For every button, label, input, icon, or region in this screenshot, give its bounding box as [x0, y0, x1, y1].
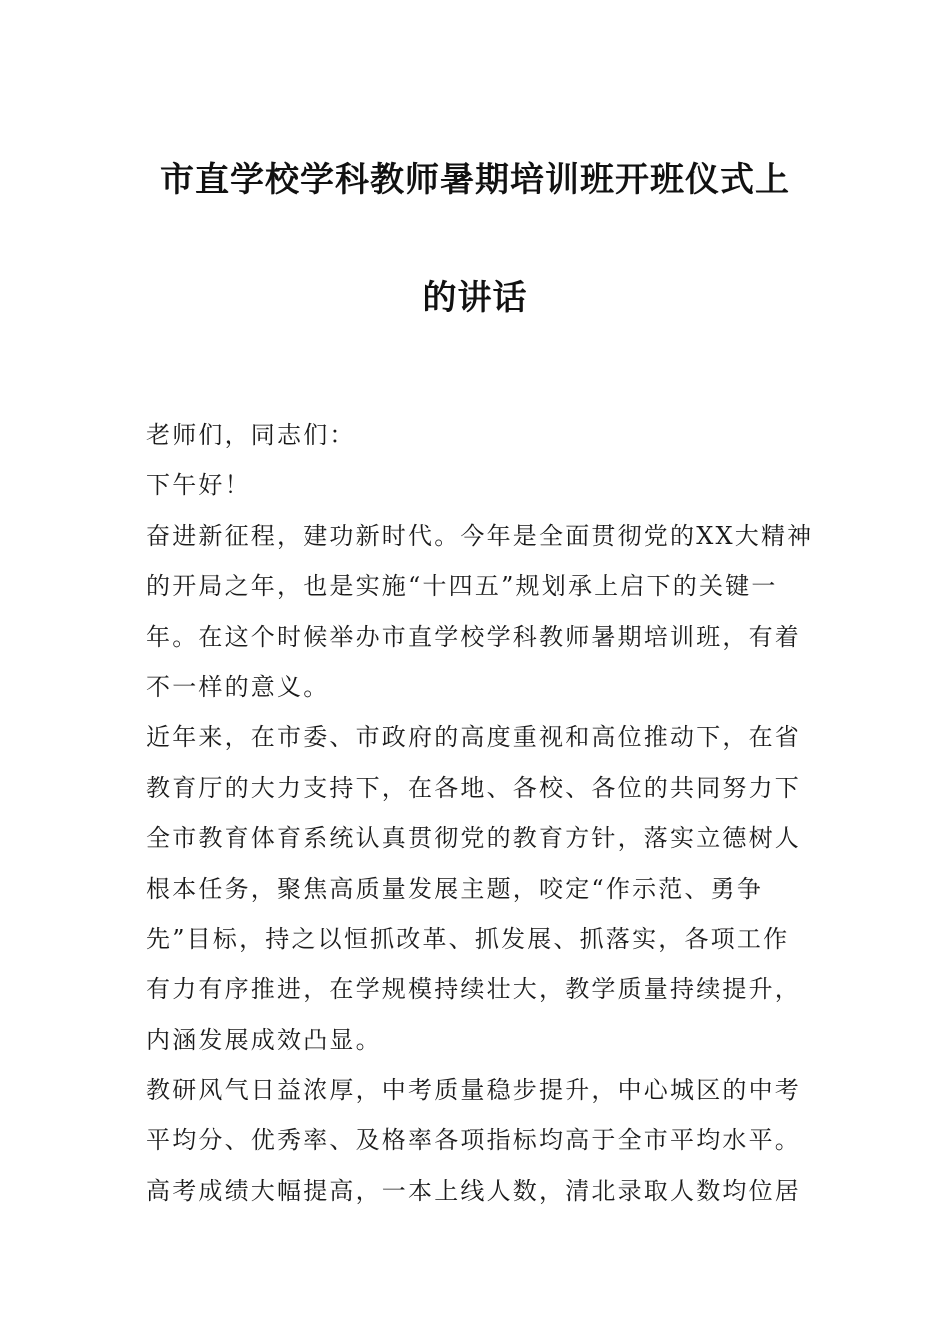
body-line: 平均分、优秀率、及格率各项指标均高于全市平均水平。	[146, 1126, 801, 1155]
document-title-line-2: 的讲话	[422, 278, 528, 318]
body-line: 奋进新征程，建功新时代。今年是全面贯彻党的XX大精神	[146, 521, 814, 550]
body-line: 内涵发展成效凸显。	[146, 1025, 382, 1054]
body-line: 全市教育体育系统认真贯彻党的教育方针，落实立德树人	[146, 824, 801, 853]
body-line: 年。在这个时候举办市直学校学科教师暑期培训班，有着	[146, 622, 801, 651]
body-line: 下午好！	[146, 471, 251, 500]
body-line: 近年来，在市委、市政府的高度重视和高位推动下，在省	[146, 723, 801, 752]
body-line: 高考成绩大幅提高，一本上线人数，清北录取人数均位居	[146, 1176, 801, 1205]
body-line: 的开局之年，也是实施“十四五”规划承上启下的关键一	[146, 572, 778, 601]
body-line: 老师们，同志们：	[146, 421, 356, 449]
body-line: 根本任务，聚焦高质量发展主题，咬定“作示范、勇争	[146, 874, 764, 903]
body-line: 不一样的意义。	[146, 672, 330, 701]
body-line: 先”目标，持之以恒抓改革、抓发展、抓落实，各项工作	[146, 924, 790, 953]
body-line: 教育厅的大力支持下，在各地、各校、各位的共同努力下	[146, 773, 801, 802]
document-body	[146, 410, 814, 1216]
body-line: 有力有序推进，在学规模持续壮大，教学质量持续提升，	[146, 975, 801, 1004]
body-line: 教研风气日益浓厚，中考质量稳步提升，中心城区的中考	[146, 1076, 801, 1105]
document-title-line-1: 市直学校学科教师暑期培训班开班仪式上	[160, 160, 790, 200]
